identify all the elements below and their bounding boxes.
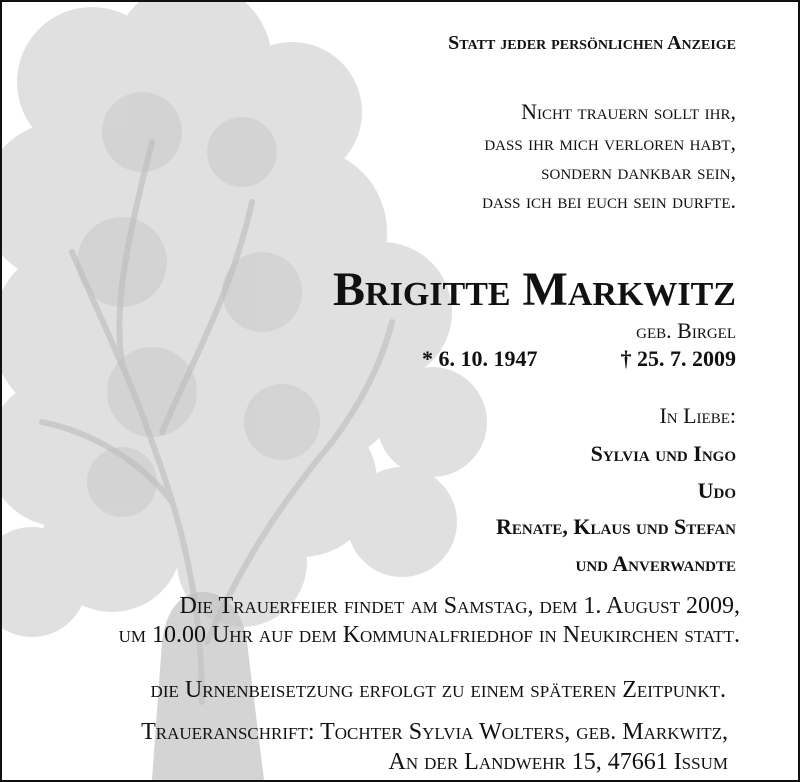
- address-line-1: Traueranschrift: Tochter Sylvia Wolters, geb. Markwitz,: [141, 719, 728, 745]
- poem-line-4: dass ich bei euch sein durfte.: [482, 188, 736, 213]
- address-line-2: An der Landwehr 15, 47661 Issum: [388, 749, 728, 775]
- deceased-name: Brigitte Markwitz: [333, 263, 736, 316]
- mourners-intro: In Liebe:: [659, 403, 736, 428]
- mourner-line-1: Sylvia und Ingo: [590, 441, 736, 466]
- poem-line-3: sondern dankbar sein,: [541, 159, 736, 184]
- mourner-line-4: und Anverwandte: [575, 551, 736, 576]
- death-date: † 25. 7. 2009: [620, 346, 736, 371]
- poem-line-1: Nicht trauern sollt ihr,: [521, 99, 736, 124]
- funeral-line-1: Die Trauerfeier findet am Samstag, dem 1. August 2009,: [179, 593, 740, 619]
- birth-date: * 6. 10. 1947: [422, 346, 538, 371]
- poem-line-2: dass ihr mich verloren habt,: [484, 130, 736, 155]
- mourner-line-2: Udo: [697, 478, 736, 503]
- funeral-line-2: um 10.00 Uhr auf dem Kommunalfriedhof in Neukirchen statt.: [118, 622, 740, 648]
- birth-name: geb. Birgel: [636, 318, 736, 343]
- mourner-line-3: Renate, Klaus und Stefan: [495, 514, 736, 539]
- urn-notice: die Urnenbeisetzung erfolgt zu einem späteren Zeitpunkt.: [150, 677, 726, 703]
- header-line: Statt jeder persönlichen Anzeige: [448, 32, 736, 54]
